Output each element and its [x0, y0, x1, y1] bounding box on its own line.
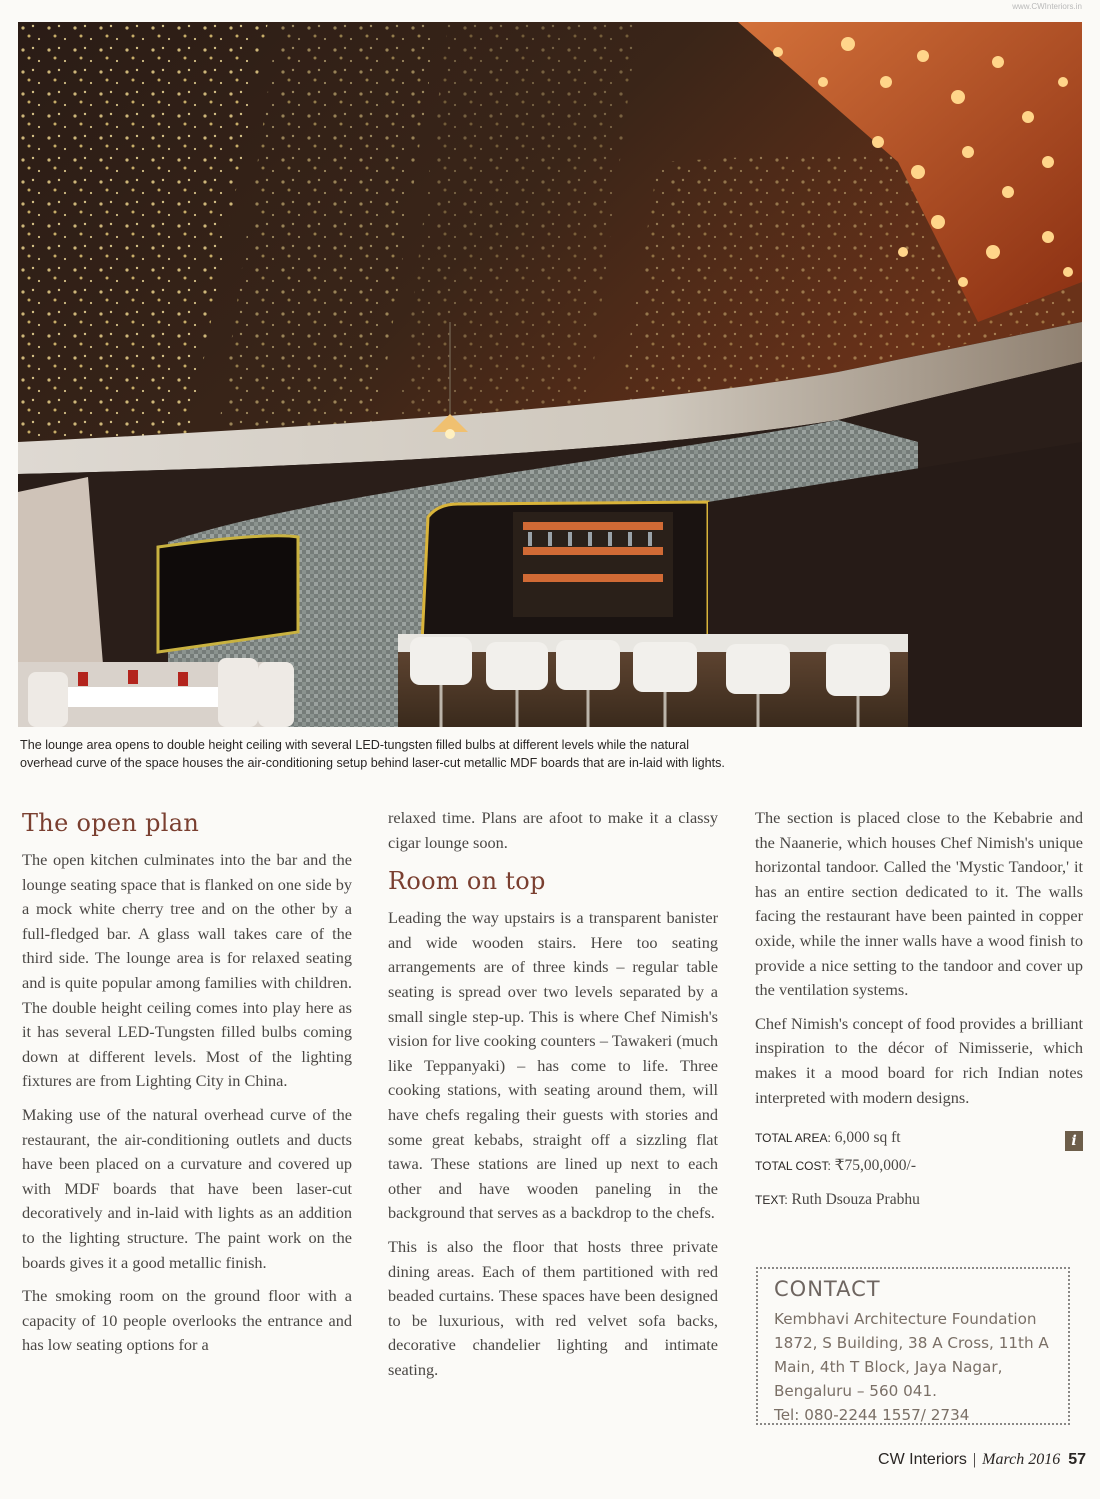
page-footer: [878, 1451, 1086, 1469]
paragraph: The section is placed close to the Kebabrie and the Naanerie, which houses Chef Nimish's unique horizontal tandoor. Called the 'Mystic Tandoor,' it has an entire section dedicated to it. The walls facing the restaurant have been painted in copper oxide, while the inner walls have a wood finish to provide a nice setting to the tandoor and cover up the ventilation systems.: [755, 808, 1083, 1000]
text-credit: [755, 1188, 1083, 1212]
contact-title: CONTACT: [774, 1277, 881, 1301]
paragraph: Making use of the natural overhead curve of the restaurant, the air-conditioning outlets and ducts have been placed on a curvature and covered up with MDF boards that have been laser-cut decoratively and in-laid with lights as an addition to the lighting structure. The paint work on the boards gives it a good metallic finish.: [22, 1104, 352, 1272]
contact-line: Main, 4th T Block, Jaya Nagar,: [774, 1358, 1003, 1376]
total-area-label: TOTAL AREA:: [755, 1131, 831, 1146]
lounge-photo: [18, 22, 1082, 727]
paragraph: The smoking room on the ground floor with a capacity of 10 people overlooks the entrance and has low seating options for a: [22, 1286, 352, 1355]
publication-name: CW Interiors: [878, 1451, 967, 1468]
column-2: [388, 806, 718, 1391]
website-url: www.CWInteriors.in: [1012, 2, 1082, 11]
contact-line: Bengaluru – 560 041.: [774, 1382, 937, 1400]
contact-line: 1872, S Building, 38 A Cross, 11th A: [774, 1334, 1049, 1352]
column-1: [22, 806, 352, 1367]
total-area-value: 6,000 sq ft: [834, 1129, 901, 1147]
page-number: 57: [1068, 1451, 1086, 1468]
paragraph: Chef Nimish's concept of food provides a brilliant inspiration to the décor of Nimisserie, which makes it a mood board for rich Indian notes interpreted with modern designs.: [755, 1013, 1083, 1107]
contact-line: Tel: 080-2244 1557/ 2734: [774, 1406, 970, 1424]
heading-room-on-top: Room on top: [388, 867, 546, 896]
paragraph: This is also the floor that hosts three private dining areas. Each of them partitioned with red beaded curtains. These spaces have been designed to be luxurious, with red velvet sofa backs, decorative chandelier lighting and intimate seating.: [388, 1236, 718, 1379]
caption-line-2: overhead curve of the space houses the air-conditioning setup behind laser-cut metallic MDF boards that are in-laid with lights.: [20, 756, 725, 770]
contact-box: [756, 1267, 1070, 1425]
text-credit-value: Ruth Dsouza Prabhu: [791, 1191, 920, 1209]
total-area: [755, 1126, 1083, 1150]
footer-separator: |: [972, 1451, 977, 1468]
total-cost: [755, 1154, 1083, 1178]
caption-line-1: The lounge area opens to double height ceiling with several LED-tungsten filled bulbs at different levels while the natural: [20, 738, 690, 752]
contact-line: Kembhavi Architecture Foundation: [774, 1310, 1037, 1328]
total-cost-value: ₹75,00,000/-: [834, 1157, 917, 1175]
heading-open-plan: The open plan: [22, 809, 200, 837]
paragraph: Leading the way upstairs is a transparent banister and wide wooden stairs. Here too seating arrangements are of three kinds – regular table seating is spread over two levels separated by a small single step-up. This is where Chef Nimish's vision for live cooking counters – Tawakeri (much like Teppanyaki) – has come to life. Three cooking stations, with seating around them, will have chefs regaling their guests with stories and some great kebabs, straight off a sizzling flat tawa. These stations are lined up next to each other and have wooden paneling in the background that serves as a backdrop to the chefs.: [388, 908, 718, 1223]
issue-date: March 2016: [982, 1451, 1061, 1468]
text-credit-label: TEXT:: [755, 1193, 788, 1208]
total-cost-label: TOTAL COST:: [755, 1159, 831, 1174]
column-3: [755, 806, 1083, 1214]
paragraph: The open kitchen culminates into the bar and the lounge seating space that is flanked on one side by a mock white cherry tree and on the other by a full-fledged bar. A glass wall takes care of the third side. The lounge area is for relaxed seating and is quite popular among families with children. The double height ceiling comes into play here as it has several LED-Tungsten filled bulbs coming down at different levels. Most of the lighting fixtures are from Lighting City in China.: [22, 850, 352, 1091]
paragraph: relaxed time. Plans are afoot to make it a classy cigar lounge soon.: [388, 808, 718, 852]
info-icon: i: [1065, 1131, 1083, 1151]
photo-caption: [20, 736, 920, 772]
